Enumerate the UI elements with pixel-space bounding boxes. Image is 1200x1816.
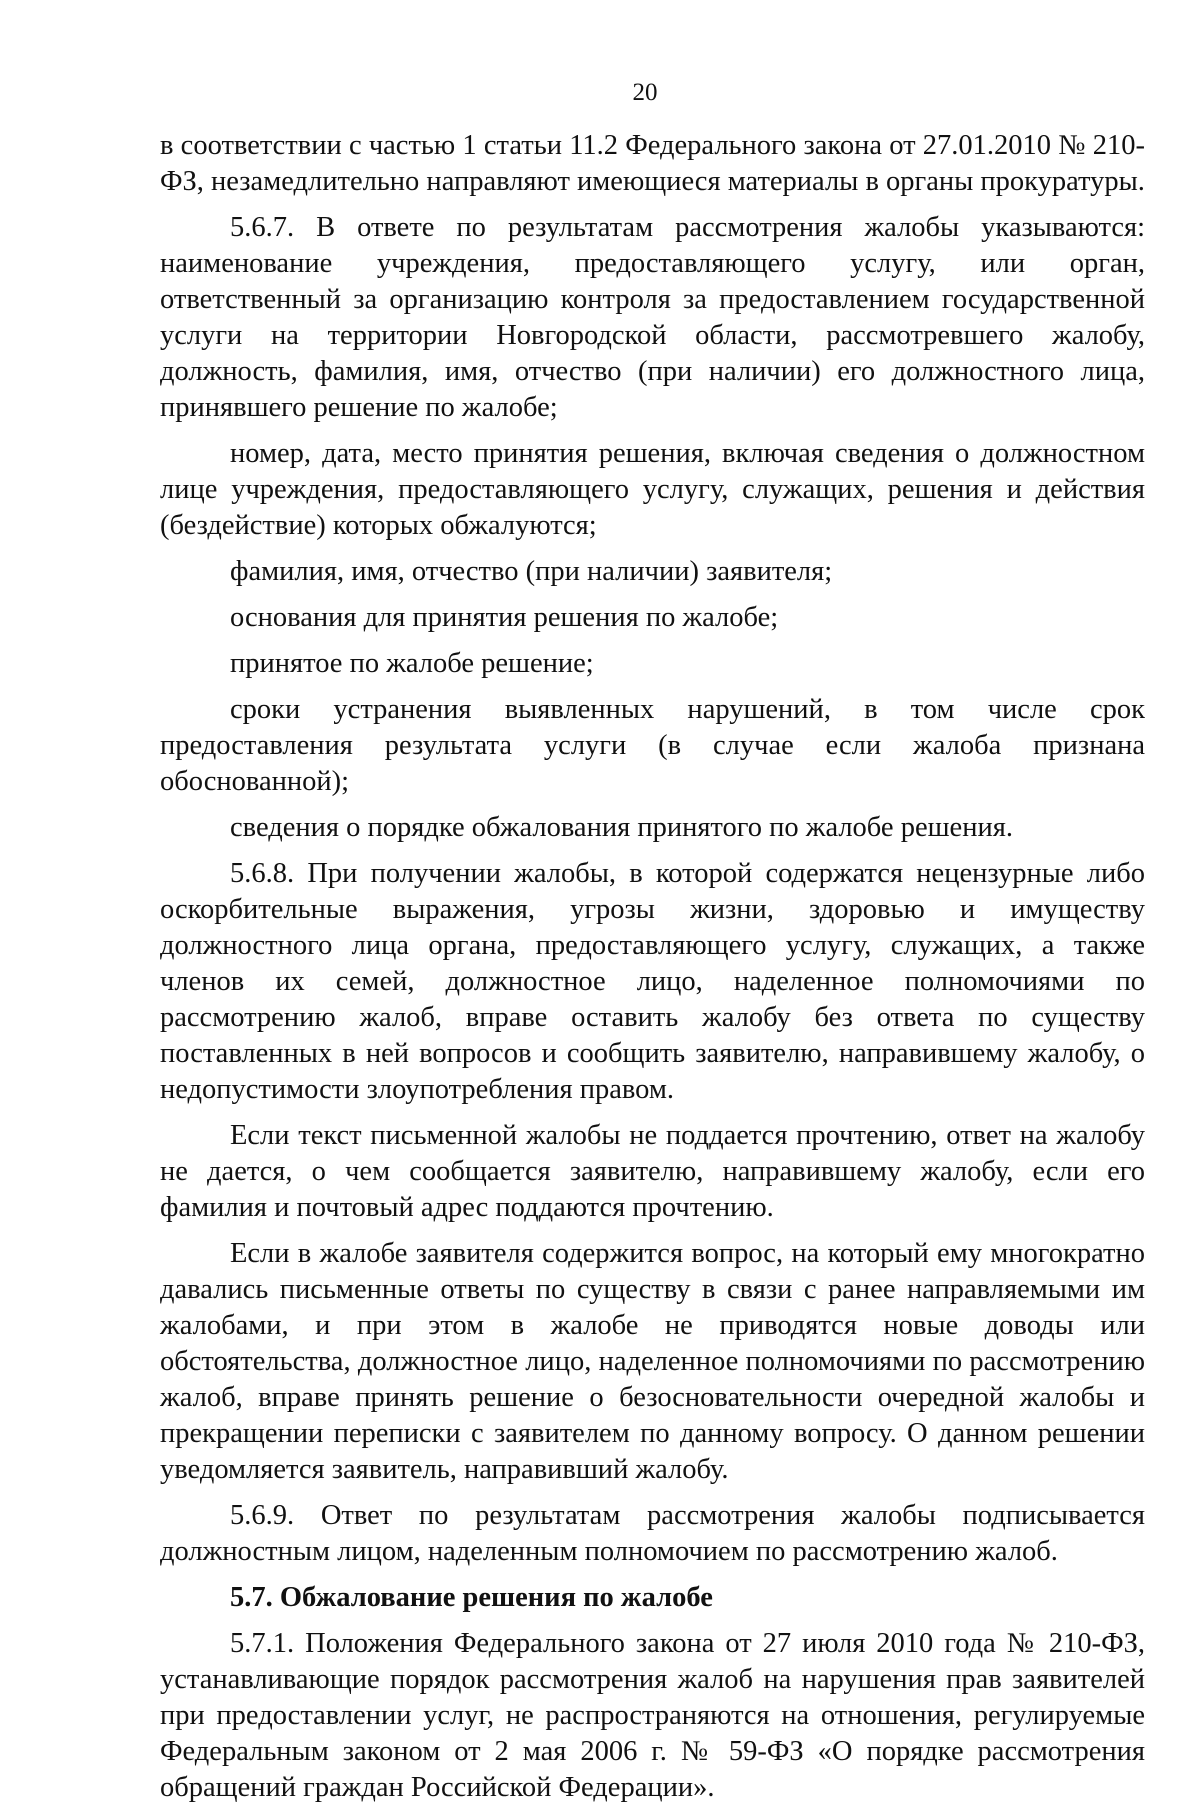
- paragraph-5-6-8: 5.6.8. При получении жалобы, в которой содержатся нецензурные либо оскорбительные выражения, угрозы жизни, здоровью и имуществу должностного лица органа, предоставляющего услугу, служащих, а также членов их семей, должностное лицо, наделенное полномочиями по рассмотрению жалоб, вправе оставить жалобу без ответа по существу поставленных в ней вопросов и сообщить заявителю, направившему жалобу, о недопустимости злоупотребления правом.: [160, 858, 1145, 1105]
- paragraph-5-6-9: 5.6.9. Ответ по результатам рассмотрения жалобы подписывается должностным лицом, наделенным полномочием по рассмотрению жалоб.: [160, 1500, 1145, 1567]
- paragraph-5-6-7: 5.6.7. В ответе по результатам рассмотрения жалобы указываются: наименование учреждения, предоставляющего услугу, или орган, ответственный за организацию контроля за предоставлением государственной услуги на территории Новгородской области, рассмотревшего жалобу, должность, фамилия, имя, отчество (при наличии) его должностного лица, принявшего решение по жалобе;: [160, 212, 1145, 423]
- paragraph-continuation: в соответствии с частью 1 статьи 11.2 Федерального закона от 27.01.2010 № 210-ФЗ, незамедлительно направляют имеющиеся материалы в органы прокуратуры.: [160, 130, 1145, 197]
- paragraph-grounds: основания для принятия решения по жалобе;: [230, 602, 779, 633]
- paragraph-decision-details: номер, дата, место принятия решения, включая сведения о должностном лице учреждения, предоставляющего услугу, служащих, решения и действия (бездействие) которых обжалуются;: [160, 438, 1145, 541]
- paragraph-5-7-1: 5.7.1. Положения Федерального закона от 27 июля 2010 года № 210-ФЗ, устанавливающие порядок рассмотрения жалоб на нарушения прав заявителей при предоставлении услуг, не распространяются на отношения, регулируемые Федеральным законом от 2 мая 2006 г. № 59-ФЗ «О порядке рассмотрения обращений граждан Российской Федерации».: [160, 1628, 1145, 1803]
- paragraph-deadlines: сроки устранения выявленных нарушений, в том числе срок предоставления результата услуги (в случае если жалоба признана обоснованной);: [160, 694, 1145, 797]
- page-number: 20: [632, 79, 658, 106]
- section-heading-5-7: 5.7. Обжалование решения по жалобе: [230, 1582, 713, 1613]
- paragraph-repeated-question: Если в жалобе заявителя содержится вопрос, на который ему многократно давались письменные ответы по существу в связи с ранее направляемыми им жалобами, и при этом в жалобе не приводятся новые доводы или обстоятельства, должностное лицо, наделенное полномочиями по рассмотрению жалоб, вправе принять решение о безосновательности очередной жалобы и прекращении переписки с заявителем по данному вопросу. О данном решении уведомляется заявитель, направивший жалобу.: [160, 1238, 1145, 1485]
- paragraph-applicant-name: фамилия, имя, отчество (при наличии) заявителя;: [230, 556, 833, 587]
- paragraph-appeal-procedure: сведения о порядке обжалования принятого по жалобе решения.: [230, 812, 1013, 843]
- paragraph-unreadable-text: Если текст письменной жалобы не поддается прочтению, ответ на жалобу не дается, о чем сообщается заявителю, направившему жалобу, если его фамилия и почтовый адрес поддаются прочтению.: [160, 1120, 1145, 1223]
- paragraph-decision: принятое по жалобе решение;: [230, 648, 594, 679]
- document-body: [160, 128, 1145, 1816]
